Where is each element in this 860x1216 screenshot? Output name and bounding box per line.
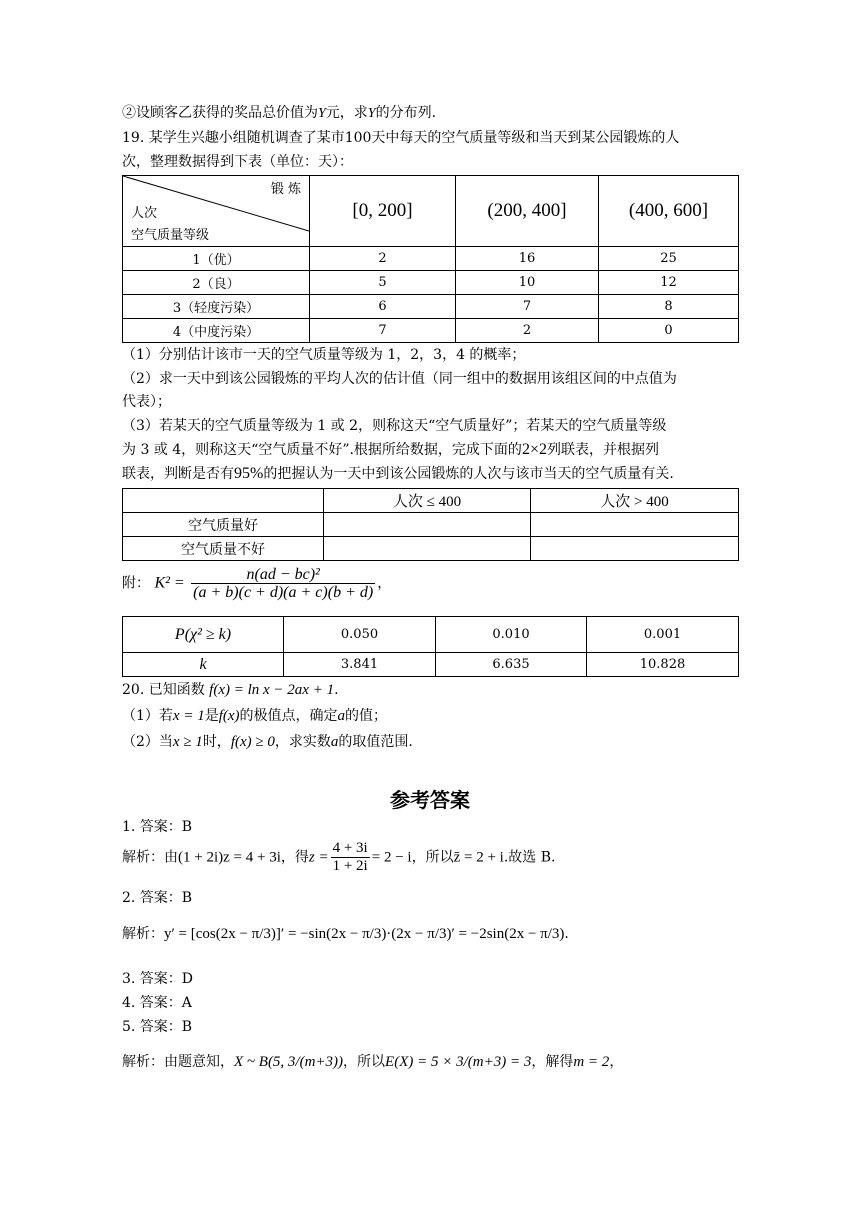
table-row <box>123 295 739 319</box>
cell: 2 <box>310 247 456 271</box>
explanation-1 <box>122 840 555 875</box>
section-title: 参考答案 <box>390 788 470 812</box>
text: 解析： <box>122 926 164 942</box>
table-row <box>123 617 739 653</box>
k2-formula <box>122 566 391 601</box>
text: ，解得 <box>531 1054 574 1070</box>
text: 列联表，并根据列 <box>546 442 659 458</box>
math: X ~ B(5, 3/(m+3)) <box>234 1054 344 1070</box>
table-row <box>123 271 739 295</box>
var-y: Y <box>318 106 326 121</box>
numerator: n(ad − bc)² <box>191 566 375 584</box>
empty-cell <box>531 513 739 537</box>
part-3: （3）若某天的空气质量等级为 1 或 2，则称这天“空气质量好”；若某天的空气质量等级 <box>122 418 667 434</box>
math: z = <box>308 849 329 866</box>
cell: 0 <box>599 319 739 343</box>
cell: 8 <box>599 295 739 319</box>
answer-1: 1. 答案：B <box>122 819 193 835</box>
column-header: 人次 ≤ 400 <box>324 489 531 513</box>
text: 为 3 或 4，则称这天“空气质量不好”.根据所给数据，完成下面的 <box>122 442 522 458</box>
text: （2）当 <box>122 734 173 750</box>
answer-5: 5. 答案：B <box>122 1019 193 1035</box>
cell: 7 <box>456 295 599 319</box>
question-20-stem <box>122 680 339 700</box>
text: ，得 <box>280 849 309 866</box>
text: ，求实数 <box>274 734 331 750</box>
diagonal-header-cell <box>123 176 310 247</box>
denominator: 1 + 2i <box>332 858 368 874</box>
math: K² = <box>154 574 185 592</box>
part-1: （1）分别估计该市一天的空气质量等级为 1，2，3，4 的概率； <box>122 347 526 363</box>
text: .故选 B. <box>503 849 556 866</box>
cell: 6.635 <box>436 653 587 677</box>
column-header: (200, 400] <box>456 176 599 247</box>
text: . <box>564 926 569 942</box>
row-label: P(χ² ≥ k) <box>123 617 284 653</box>
answer-2: 2. 答案：B <box>122 890 193 906</box>
text: 解析：由 <box>122 849 178 866</box>
question-20-part-2 <box>122 732 413 752</box>
header-bot-label: 空气质量等级 <box>131 228 210 243</box>
column-header: 人次 > 400 <box>531 489 739 513</box>
fraction <box>331 840 370 875</box>
column-header: [0, 200] <box>310 176 456 247</box>
math: (1 + 2i)z = 4 + 3i <box>178 849 281 866</box>
contingency-table <box>122 488 739 561</box>
part-3-cont <box>122 440 659 460</box>
text: 20. 已知函数 <box>122 682 205 698</box>
text: 联表，判断是否有 <box>122 466 234 482</box>
column-header: (400, 600] <box>599 176 739 247</box>
explanation-2 <box>122 924 569 944</box>
math: = 2 − i <box>371 849 412 866</box>
table-row <box>123 653 739 677</box>
row-label: 1（优） <box>123 247 310 271</box>
math: z̄ = 2 + i <box>453 849 504 866</box>
table-row <box>123 513 739 537</box>
denominator: (a + b)(c + d)(a + c)(b + d) <box>193 584 374 601</box>
row-label: k <box>123 653 284 677</box>
text: 解析：由题意知， <box>122 1054 234 1070</box>
text: ， <box>377 575 392 592</box>
cell: 5 <box>310 271 456 295</box>
math: 95% <box>234 465 264 482</box>
text: 是 <box>204 708 219 724</box>
numerator: 4 + 3i <box>332 840 368 856</box>
text: ， <box>609 1054 624 1070</box>
var-y: Y <box>367 106 376 121</box>
row-label: 4（中度污染） <box>123 319 310 343</box>
explanation-5 <box>122 1052 623 1072</box>
math: a <box>330 734 339 750</box>
question-19-stem-cont: 次，整理数据得到下表（单位：天）： <box>122 154 353 170</box>
cell: 10.828 <box>587 653 739 677</box>
row-label: 2（良） <box>123 271 310 295</box>
empty-cell <box>123 489 324 513</box>
text: 的取值范围. <box>338 734 413 750</box>
empty-cell <box>531 537 739 561</box>
row-label: 空气质量不好 <box>123 537 324 561</box>
fraction <box>191 566 375 601</box>
text: . <box>334 682 339 698</box>
text: 时， <box>202 734 231 750</box>
math: f(x) ≥ 0 <box>230 734 275 750</box>
cell: 0.001 <box>587 617 739 653</box>
answer-3: 3. 答案：D <box>122 971 194 987</box>
math: y′ = [cos(2x − π/3)]′ = −sin(2x − π/3)·(2x − π/3)′ = −2sin(2x − π/3) <box>164 926 565 942</box>
cell: 12 <box>599 271 739 295</box>
math: x = 1 <box>172 708 205 724</box>
empty-cell <box>324 513 531 537</box>
row-label: 空气质量好 <box>123 513 324 537</box>
text: ，所以 <box>411 849 454 866</box>
text: ，所以 <box>343 1054 386 1070</box>
text: 元，求 <box>325 105 368 121</box>
cell: 3.841 <box>284 653 436 677</box>
math: E(X) = 5 × 3/(m+3) = 3 <box>385 1054 532 1070</box>
header-mid-label: 人次 <box>131 206 158 221</box>
row-label: 3（轻度污染） <box>123 295 310 319</box>
text: 的值； <box>345 708 388 724</box>
cell: 7 <box>310 319 456 343</box>
math: f(x) <box>218 708 240 724</box>
critical-value-table <box>122 616 739 677</box>
text: 的分布列. <box>375 105 437 121</box>
cell: 16 <box>456 247 599 271</box>
cell: 6 <box>310 295 456 319</box>
cell: 0.050 <box>284 617 436 653</box>
table-row <box>123 247 739 271</box>
cell: 2 <box>456 319 599 343</box>
part-3-cont2 <box>122 464 674 484</box>
math: 2×2 <box>521 441 547 458</box>
air-quality-table <box>122 175 739 343</box>
math: a <box>337 708 346 724</box>
question-20-part-1 <box>122 706 387 726</box>
part-2-cont: 代表）； <box>122 394 171 410</box>
empty-cell <box>324 537 531 561</box>
header-top-label: 锻 炼 <box>270 182 301 197</box>
cell: 0.010 <box>436 617 587 653</box>
text-line <box>122 103 436 124</box>
part-2: （2）求一天中到该公园锻炼的平均人次的估计值（同一组中的数据用该组区间的中点值为 <box>122 371 677 387</box>
text: 的把握认为一天中到该公园锻炼的人次与该市当天的空气质量有关. <box>263 466 674 482</box>
math: m = 2 <box>573 1054 610 1070</box>
text: 附： <box>122 575 150 592</box>
table-row <box>123 537 739 561</box>
answer-4: 4. 答案：A <box>122 995 192 1011</box>
text: ②设顾客乙获得的奖品总价值为 <box>122 105 318 121</box>
cell: 10 <box>456 271 599 295</box>
text: （1）若 <box>122 708 173 724</box>
text: 的极值点，确定 <box>239 708 338 724</box>
table-row <box>123 319 739 343</box>
question-19-stem: 19. 某学生兴趣小组随机调查了某市100天中每天的空气质量等级和当天到某公园锻炼的人 <box>122 130 680 146</box>
cell: 25 <box>599 247 739 271</box>
math: x ≥ 1 <box>172 734 203 750</box>
math: f(x) = ln x − 2ax + 1 <box>209 682 335 698</box>
